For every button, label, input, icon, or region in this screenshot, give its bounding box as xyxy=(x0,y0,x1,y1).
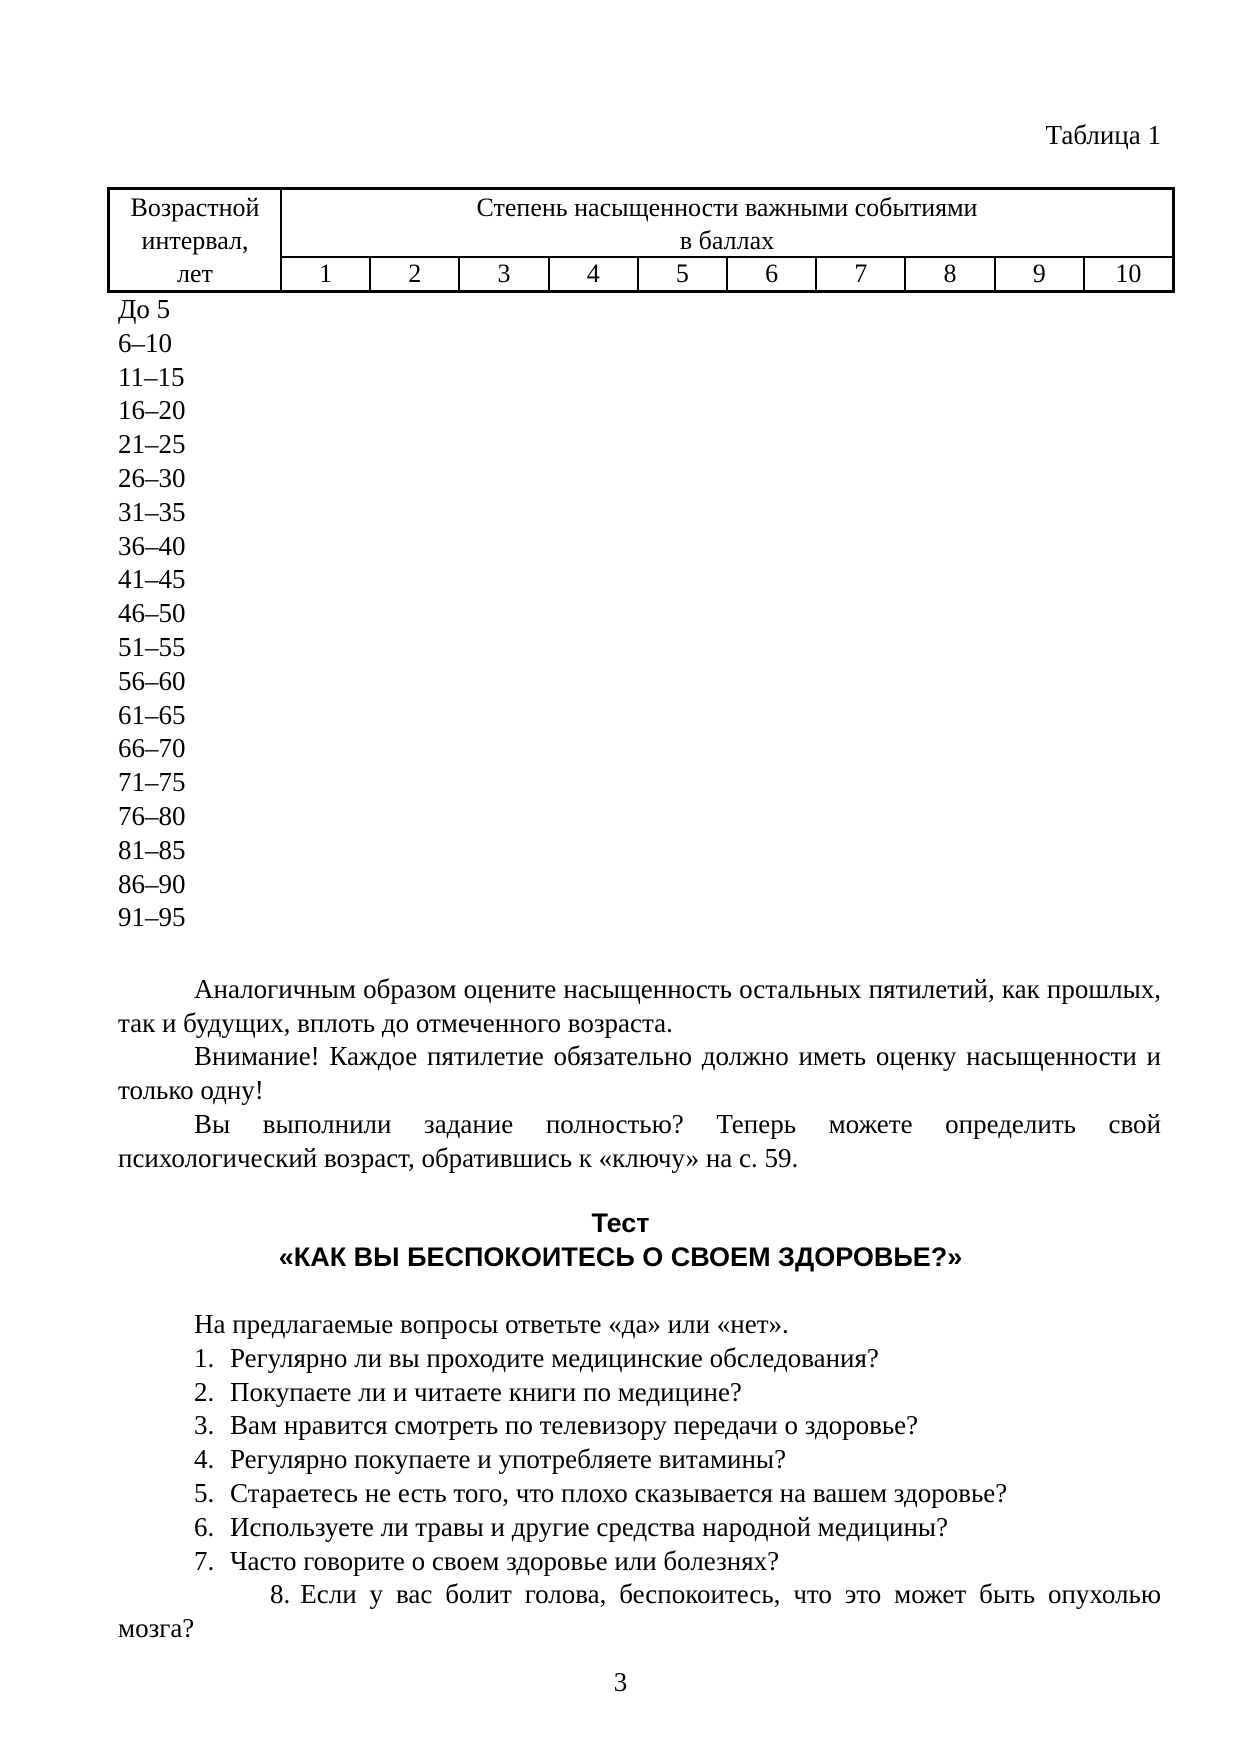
age-interval-header xyxy=(110,190,282,290)
scores-header xyxy=(282,190,1172,290)
age-interval: 91–95 xyxy=(118,902,186,933)
page-number: 3 xyxy=(613,1667,628,1697)
age-interval: 6–10 xyxy=(118,327,172,358)
question-item: 2. Покупаете ли и читаете книги по медицине? xyxy=(194,1376,742,1407)
age-interval: 81–85 xyxy=(118,834,186,865)
instruction-paragraph: Аналогичным образом оцените насыщенность остальных пятилетий, как прошлых, так и будущих, вплоть до отмеченного возраста. xyxy=(118,974,1161,1038)
question-item: 5. Стараетесь не есть того, что плохо сказывается на вашем здоровье? xyxy=(194,1477,1008,1508)
score-column-header: 1 xyxy=(282,258,371,290)
test-questions xyxy=(118,1308,1161,1646)
age-interval: 86–90 xyxy=(118,868,186,899)
age-interval: 71–75 xyxy=(118,767,186,798)
score-column-header: 5 xyxy=(639,258,728,290)
scores-title xyxy=(282,190,1172,258)
score-column-header: 8 xyxy=(906,258,995,290)
score-column-header: 2 xyxy=(371,258,460,290)
completion-paragraph: Вы выполнили задание полностью? Теперь можете определить свой психологический возраст, обратившись к «ключу» на с. 59. xyxy=(118,1109,1161,1173)
age-interval: 11–15 xyxy=(118,361,185,392)
scores-title-line: Степень насыщенности важными событиями xyxy=(476,193,978,222)
score-column-header: 10 xyxy=(1115,259,1142,288)
score-column-header: 3 xyxy=(460,258,549,290)
age-interval-list xyxy=(118,293,186,935)
score-column-header: 6 xyxy=(728,258,817,290)
table-caption: Таблица 1 xyxy=(1045,120,1161,150)
age-header-line: Возрастной xyxy=(130,193,260,222)
age-header-line: лет xyxy=(177,259,213,288)
age-interval: 76–80 xyxy=(118,800,186,831)
question-item: 6. Используете ли травы и другие средства народной медицины? xyxy=(194,1511,949,1542)
question-item: 4. Регулярно покупаете и употребляете витамины? xyxy=(194,1444,787,1475)
age-interval: 51–55 xyxy=(118,631,186,662)
question-item: 7. Часто говорите о своем здоровье или болезнях? xyxy=(194,1545,780,1576)
age-interval: 61–65 xyxy=(118,699,186,730)
age-interval: 21–25 xyxy=(118,429,186,460)
age-header-line: интервал, xyxy=(141,226,249,255)
question-item: 3. Вам нравится смотреть по телевизору передачи о здоровье? xyxy=(194,1410,919,1441)
saturation-table xyxy=(107,187,1175,293)
test-intro: На предлагаемые вопросы ответьте «да» или «нет». xyxy=(194,1309,789,1339)
age-interval: 46–50 xyxy=(118,598,186,629)
age-interval: 31–35 xyxy=(118,496,186,527)
question-item: 8. Если у вас болит голова, беспокоитесь, что это может быть опухолью мозга? xyxy=(118,1579,1161,1644)
warning-paragraph: Внимание! Каждое пятилетие обязательно должно иметь оценку насыщенности и только одну! xyxy=(118,1041,1161,1105)
age-interval: 41–45 xyxy=(118,564,186,595)
age-interval: 36–40 xyxy=(118,530,186,561)
scores-title-line: в баллах xyxy=(679,226,775,255)
score-columns-row xyxy=(282,258,1172,290)
age-interval: 66–70 xyxy=(118,733,186,764)
age-interval: 16–20 xyxy=(118,395,186,426)
question-item: 1. Регулярно ли вы проходите медицинские обследования? xyxy=(194,1342,879,1373)
score-column-header: 7 xyxy=(817,258,906,290)
test-label: Тест xyxy=(591,1208,650,1238)
score-column-header: 9 xyxy=(996,258,1085,290)
test-title: «КАК ВЫ БЕСПОКОИТЕСЬ О СВОЕМ ЗДОРОВЬЕ?» xyxy=(278,1242,963,1272)
age-interval: 26–30 xyxy=(118,462,186,493)
age-interval: До 5 xyxy=(118,294,171,324)
score-column-header: 4 xyxy=(550,258,639,290)
age-interval: 56–60 xyxy=(118,665,186,696)
